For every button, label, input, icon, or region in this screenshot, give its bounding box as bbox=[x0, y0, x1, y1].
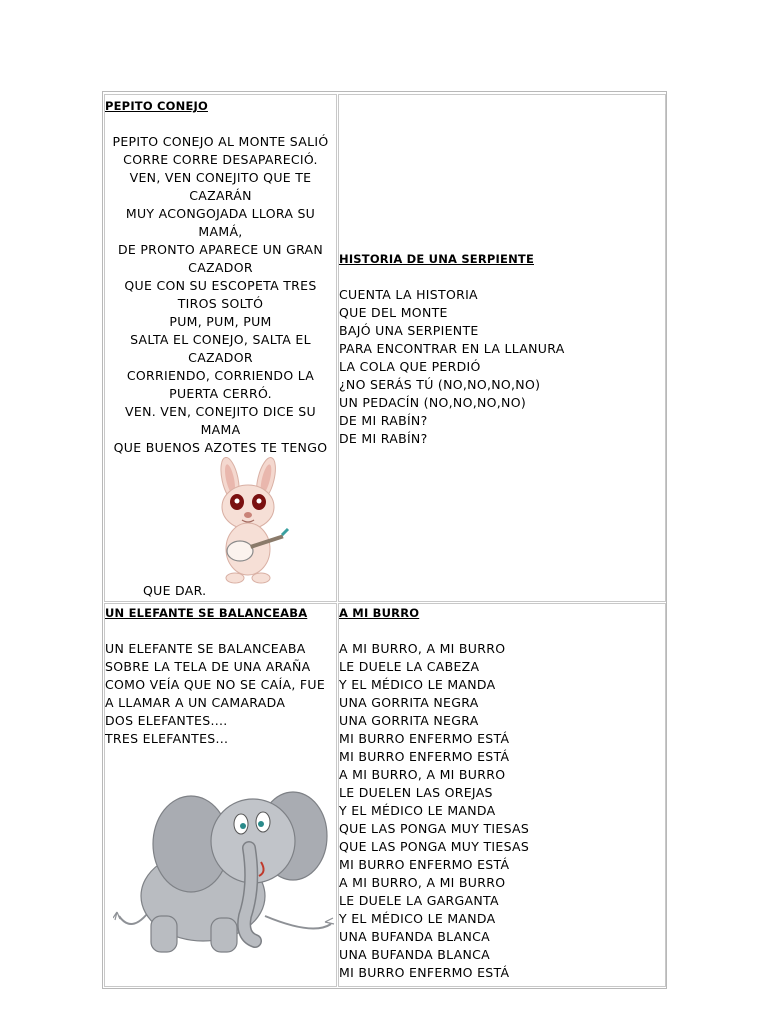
poem-body-serpiente bbox=[339, 286, 565, 448]
poem-line: UNA GORRITA NEGRA bbox=[339, 695, 479, 710]
poem-line: A MI BURRO, A MI BURRO bbox=[339, 875, 506, 890]
poem-body-burro bbox=[339, 640, 665, 982]
poem-line: COMO VEÍA QUE NO SE CAÍA, FUE bbox=[105, 677, 326, 692]
poem-line: A MI BURRO, A MI BURRO bbox=[339, 767, 506, 782]
poem-line: CUENTA LA HISTORIA bbox=[339, 287, 478, 302]
poem-line: MUY ACONGOJADA LLORA SU MAMÁ, bbox=[125, 206, 316, 239]
poem-line: MI BURRO ENFERMO ESTÁ bbox=[339, 731, 510, 746]
poem-line: VEN, VEN CONEJITO QUE TE CAZARÁN bbox=[129, 170, 312, 203]
poem-line: BAJÓ UNA SERPIENTE bbox=[339, 323, 479, 338]
poem-line: MI BURRO ENFERMO ESTÁ bbox=[339, 857, 510, 872]
poem-line: VEN. VEN, CONEJITO DICE SU MAMA bbox=[125, 404, 316, 437]
poem-line: UNA BUFANDA BLANCA bbox=[339, 947, 491, 962]
poem-line: PEPITO CONEJO AL MONTE SALIÓ bbox=[112, 134, 329, 149]
poem-line: QUE DEL MONTE bbox=[339, 305, 448, 320]
poem-line: QUE LAS PONGA MUY TIESAS bbox=[339, 839, 530, 854]
poem-line: CORRIENDO, CORRIENDO LA PUERTA CERRÓ. bbox=[126, 368, 315, 401]
poem-line: LE DUELEN LAS OREJAS bbox=[339, 785, 493, 800]
poem-title-serpiente: HISTORIA DE UNA SERPIENTE bbox=[339, 252, 534, 266]
poem-line: SOBRE LA TELA DE UNA ARAÑA bbox=[105, 659, 311, 674]
rabbit-banjo-illustration bbox=[208, 457, 290, 585]
poem-line: LE DUELE LA CABEZA bbox=[339, 659, 480, 674]
poem-line: MI BURRO ENFERMO ESTÁ bbox=[339, 965, 510, 980]
poem-line: DE MI RABÍN? bbox=[339, 431, 428, 446]
poem-line: Y EL MÉDICO LE MANDA bbox=[339, 677, 496, 692]
cell-a-mi-burro bbox=[338, 603, 666, 987]
poem-line: UNA BUFANDA BLANCA bbox=[339, 929, 491, 944]
poem-line: CORRE CORRE DESAPARECIÓ. bbox=[123, 152, 318, 167]
poem-line: LE DUELE LA GARGANTA bbox=[339, 893, 499, 908]
poem-line: UNA GORRITA NEGRA bbox=[339, 713, 479, 728]
cell-elefante bbox=[104, 603, 337, 987]
poem-line: QUE CON SU ESCOPETA TRES TIROS SOLTÓ bbox=[124, 278, 317, 311]
poem-line: DOS ELEFANTES.... bbox=[105, 713, 228, 728]
poem-line: QUE LAS PONGA MUY TIESAS bbox=[339, 821, 530, 836]
poem-ending-pepito-conejo: QUE DAR. bbox=[143, 583, 207, 598]
poem-line: PUM, PUM, PUM bbox=[169, 314, 272, 329]
poem-line: UN PEDACÍN (NO,NO,NO,NO) bbox=[339, 395, 527, 410]
elephant-illustration bbox=[113, 786, 335, 956]
cell-historia-serpiente bbox=[338, 94, 666, 602]
poem-body-elefante bbox=[105, 640, 336, 748]
poem-line: DE MI RABÍN? bbox=[339, 413, 428, 428]
poem-title-burro: A MI BURRO bbox=[339, 606, 420, 620]
poem-line: DE PRONTO APARECE UN GRAN CAZADOR bbox=[117, 242, 324, 275]
poem-line: A LLAMAR A UN CAMARADA bbox=[105, 695, 286, 710]
poem-line: A MI BURRO, A MI BURRO bbox=[339, 641, 506, 656]
poem-line: ¿NO SERÁS TÚ (NO,NO,NO,NO) bbox=[339, 377, 541, 392]
cell-pepito-conejo bbox=[104, 94, 337, 602]
poem-line: LA COLA QUE PERDIÓ bbox=[339, 359, 481, 374]
poem-line: PARA ENCONTRAR EN LA LLANURA bbox=[339, 341, 565, 356]
poem-body-pepito-conejo bbox=[105, 133, 336, 457]
poem-title-pepito-conejo: PEPITO CONEJO bbox=[105, 99, 208, 113]
poem-title-elefante: UN ELEFANTE SE BALANCEABA bbox=[105, 606, 308, 620]
poem-line: UN ELEFANTE SE BALANCEABA bbox=[105, 641, 306, 656]
poem-line: Y EL MÉDICO LE MANDA bbox=[339, 803, 496, 818]
poem-line: QUE BUENOS AZOTES TE TENGO bbox=[113, 440, 328, 455]
poem-line: Y EL MÉDICO LE MANDA bbox=[339, 911, 496, 926]
poem-line: SALTA EL CONEJO, SALTA EL CAZADOR bbox=[130, 332, 311, 365]
poem-line: MI BURRO ENFERMO ESTÁ bbox=[339, 749, 510, 764]
poems-table bbox=[102, 91, 667, 989]
poem-line: TRES ELEFANTES... bbox=[105, 731, 229, 746]
